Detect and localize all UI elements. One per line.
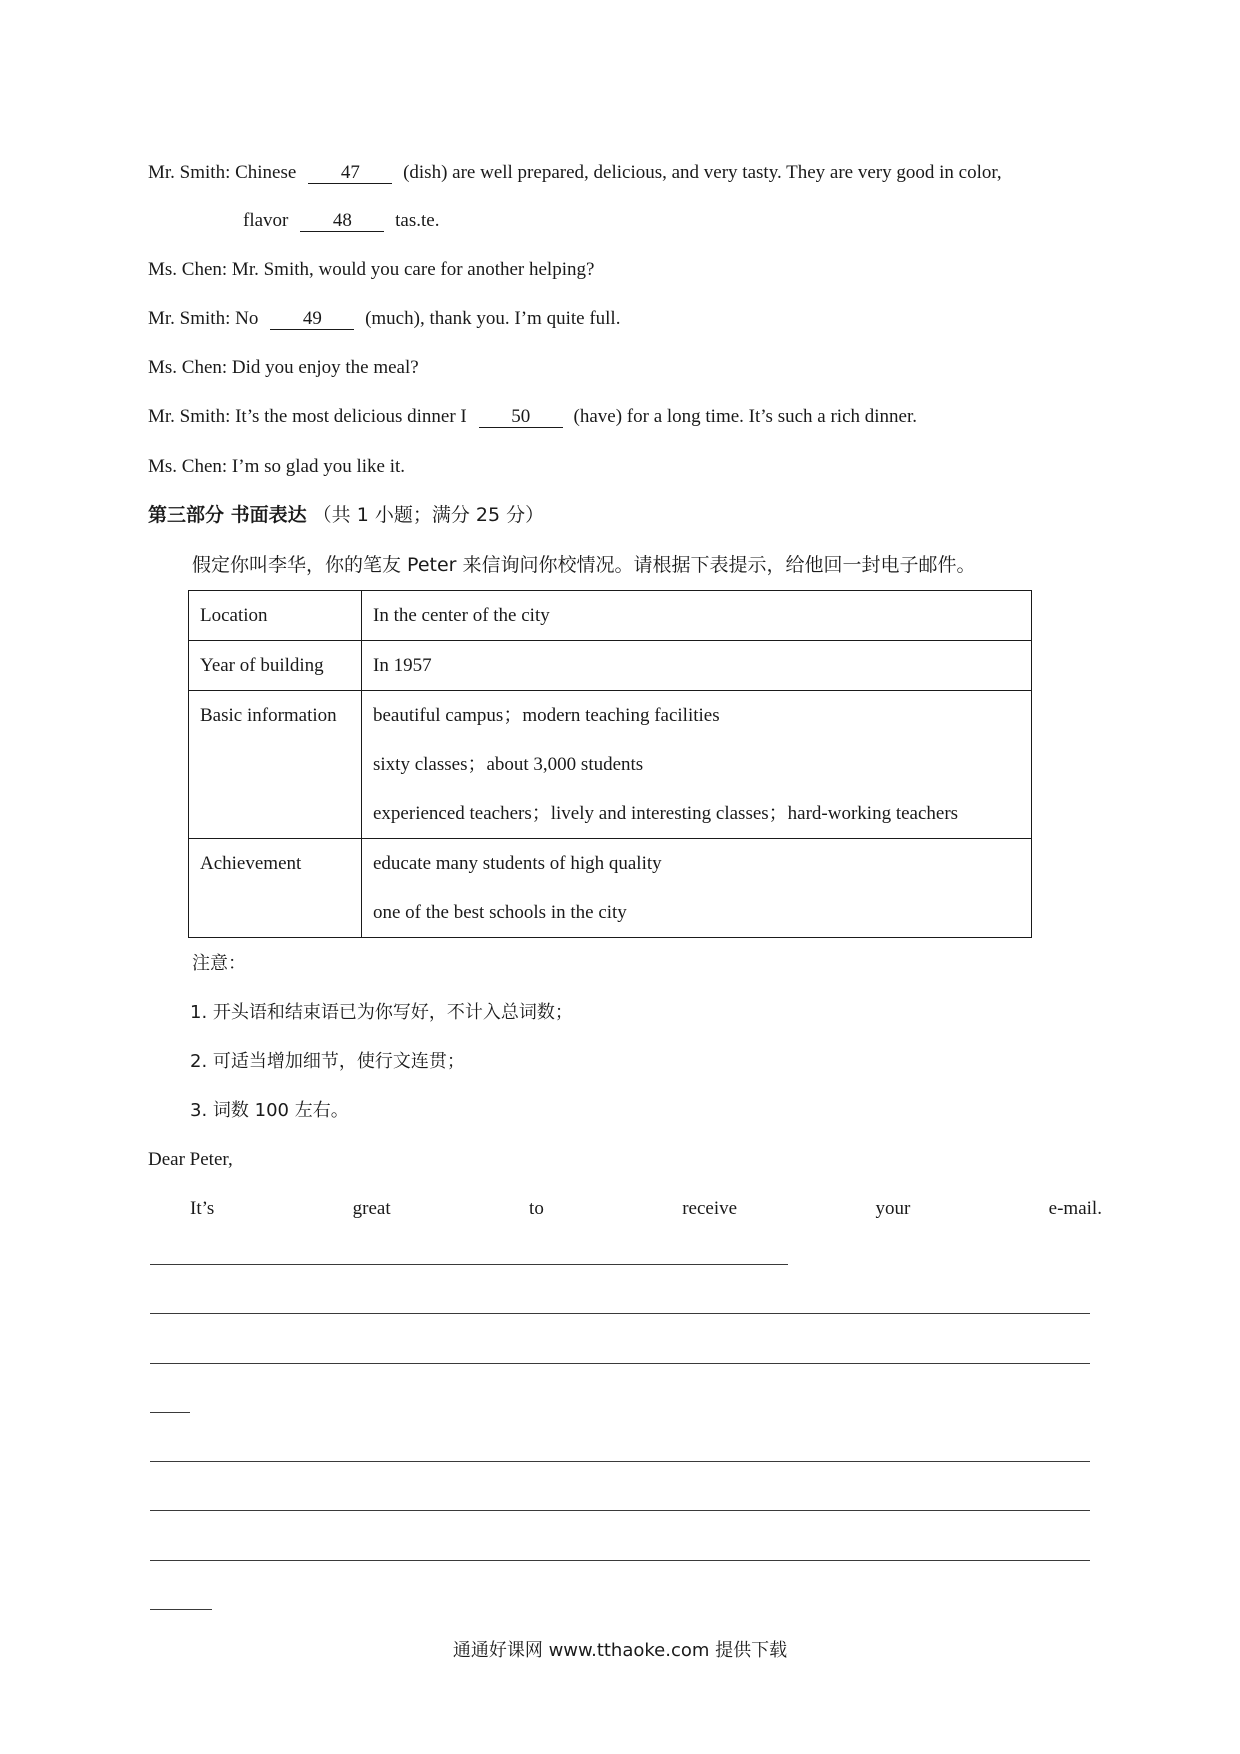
section-score-note: （共 1 小题；满分 25 分） (312, 504, 545, 526)
table-value-text: In the center of the city (373, 605, 550, 626)
opening-word: e-mail. (1048, 1198, 1102, 1219)
dialogue-line-49 (148, 306, 620, 332)
answer-blank-50[interactable]: 50 (479, 407, 563, 428)
table-value-cell (362, 641, 1032, 691)
dialogue-rest-text: (have) for a long time. It’s such a rich dinner. (573, 406, 917, 427)
dialogue-speaker-text: Mr. Smith: No (148, 308, 259, 329)
page-footer: 通通好课网 www.tthaoke.com 提供下载 (452, 1640, 788, 1661)
dialogue-line-chen-2: Ms. Chen: Did you enjoy the meal? (148, 357, 419, 378)
writing-line[interactable] (150, 1264, 788, 1265)
opening-word: receive (682, 1198, 738, 1219)
answer-blank-48[interactable]: 48 (300, 211, 384, 232)
dialogue-rest-text: tas.te. (395, 210, 440, 231)
table-value-cell (362, 691, 1032, 839)
dialogue-line-47 (148, 160, 1002, 186)
table-value-cell (362, 839, 1032, 938)
table-value-text: one of the best schools in the city (373, 902, 627, 923)
table-value-text: educate many students of high quality (373, 853, 662, 874)
dialogue-speaker-text: flavor (243, 210, 289, 231)
table-key-cell: Year of building (189, 641, 362, 691)
opening-word: great (352, 1198, 391, 1219)
writing-line[interactable] (150, 1510, 1090, 1511)
writing-prompt: 假定你叫李华，你的笔友 Peter 来信询问你校情况。请根据下表提示，给他回一封电子邮件。 (192, 554, 976, 576)
letter-opening-line (190, 1196, 1102, 1222)
table-value-cell (362, 591, 1032, 641)
writing-line[interactable] (150, 1363, 1090, 1364)
note-item-2: 2. 可适当增加细节，使行文连贯； (190, 1051, 465, 1072)
writing-line[interactable] (150, 1313, 1090, 1314)
letter-greeting: Dear Peter, (148, 1149, 233, 1170)
answer-blank-49[interactable]: 49 (270, 309, 354, 330)
answer-blank-47[interactable]: 47 (308, 163, 392, 184)
table-value-text: sixty classes；about 3,000 students (373, 754, 644, 775)
dialogue-line-chen-1: Ms. Chen: Mr. Smith, would you care for another helping? (148, 259, 595, 280)
writing-line[interactable] (150, 1609, 212, 1610)
table-row (189, 691, 1032, 839)
opening-word: your (875, 1198, 911, 1219)
table-value-text: In 1957 (373, 655, 432, 676)
dialogue-rest-text: (dish) are well prepared, delicious, and very tasty. They are very good in color, (403, 162, 1002, 183)
table-value-text: beautiful campus；modern teaching facilities (373, 705, 720, 726)
writing-line[interactable] (150, 1560, 1090, 1561)
table-key-cell: Achievement (189, 839, 362, 938)
dialogue-line-chen-3: Ms. Chen: I’m so glad you like it. (148, 456, 406, 477)
writing-line[interactable] (150, 1412, 190, 1413)
dialogue-line-48 (243, 208, 439, 234)
writing-line[interactable] (150, 1461, 1090, 1462)
dialogue-speaker-text: Mr. Smith: Chinese (148, 162, 297, 183)
dialogue-rest-text: (much), thank you. I’m quite full. (365, 308, 621, 329)
opening-word: to (529, 1198, 544, 1219)
note-item-3: 3. 词数 100 左右。 (190, 1100, 349, 1121)
table-row (189, 641, 1032, 691)
table-row (189, 839, 1032, 938)
table-key-cell: Basic information (189, 691, 362, 839)
section-heading (148, 502, 544, 528)
note-item-1: 1. 开头语和结束语已为你写好，不计入总词数； (190, 1002, 573, 1023)
dialogue-line-50 (148, 404, 917, 430)
opening-word: It’s (190, 1198, 215, 1219)
school-info-table (188, 590, 1032, 938)
table-row (189, 591, 1032, 641)
table-key-cell: Location (189, 591, 362, 641)
dialogue-speaker-text: Mr. Smith: It’s the most delicious dinner I (148, 406, 467, 427)
notes-heading: 注意： (192, 953, 246, 974)
section-title: 第三部分 书面表达 (148, 504, 307, 526)
table-value-text: experienced teachers；lively and interesting classes；hard-working teachers (373, 803, 959, 824)
